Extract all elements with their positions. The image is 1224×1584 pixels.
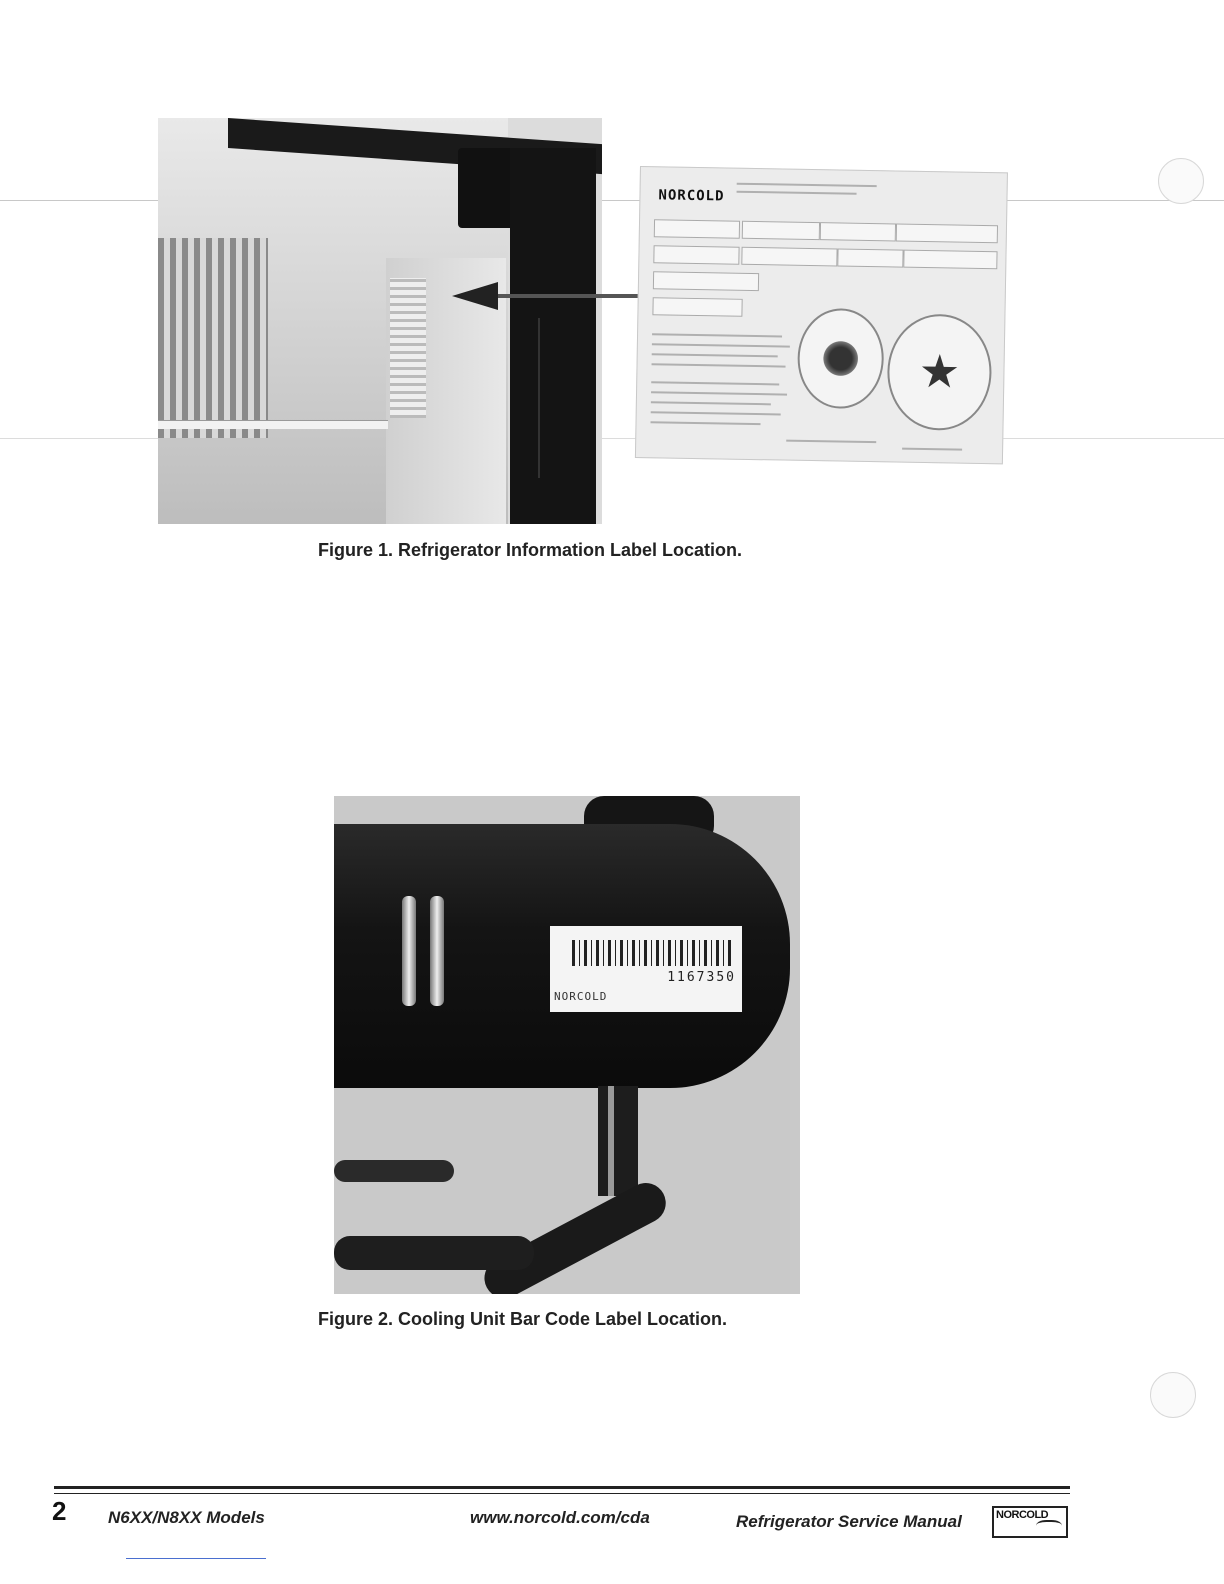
- figure-2-photo: [334, 796, 800, 1294]
- barcode-label: [550, 926, 742, 1012]
- figure-2-caption: Figure 2. Cooling Unit Bar Code Label Location.: [318, 1309, 728, 1329]
- figure-1-caption: Figure 1. Refrigerator Information Label Location.: [318, 540, 743, 560]
- bear-icon: [1036, 1520, 1062, 1534]
- outlet-pipe: [598, 1086, 638, 1196]
- star-icon: ★: [918, 344, 961, 398]
- barcode-icon: [572, 940, 734, 966]
- footer-url[interactable]: www.norcold.com/cda: [470, 1508, 650, 1527]
- norcold-logo: [992, 1506, 1068, 1538]
- certification-seal-flame: [797, 308, 885, 409]
- footer-models: N6XX/N8XX Models: [108, 1508, 265, 1527]
- scan-underline: [126, 1558, 266, 1559]
- info-label-brand: NORCOLD: [658, 187, 725, 205]
- barcode-number: 1167350: [667, 970, 736, 985]
- logo-text: NORCOLD: [996, 1509, 1049, 1521]
- label-in-situ: [390, 278, 426, 418]
- barcode-label-brand: NORCOLD: [554, 990, 608, 1003]
- punch-hole-top: [1158, 158, 1204, 204]
- figure-1-photo: [158, 118, 602, 524]
- condenser-fins: [158, 238, 268, 438]
- callout-arrow-line: [495, 294, 643, 298]
- door-frame-post: [510, 148, 596, 524]
- certification-seal-star: [886, 313, 992, 431]
- callout-arrow-head: [452, 282, 498, 310]
- page-number: 2: [52, 1496, 67, 1526]
- refrigerator-information-label: [635, 166, 1008, 464]
- footer-rule-thin: [54, 1493, 1070, 1494]
- punch-hole-bottom: [1150, 1372, 1196, 1418]
- footer-rule-thick: [54, 1486, 1070, 1489]
- footer-manual-title: Refrigerator Service Manual: [736, 1512, 962, 1531]
